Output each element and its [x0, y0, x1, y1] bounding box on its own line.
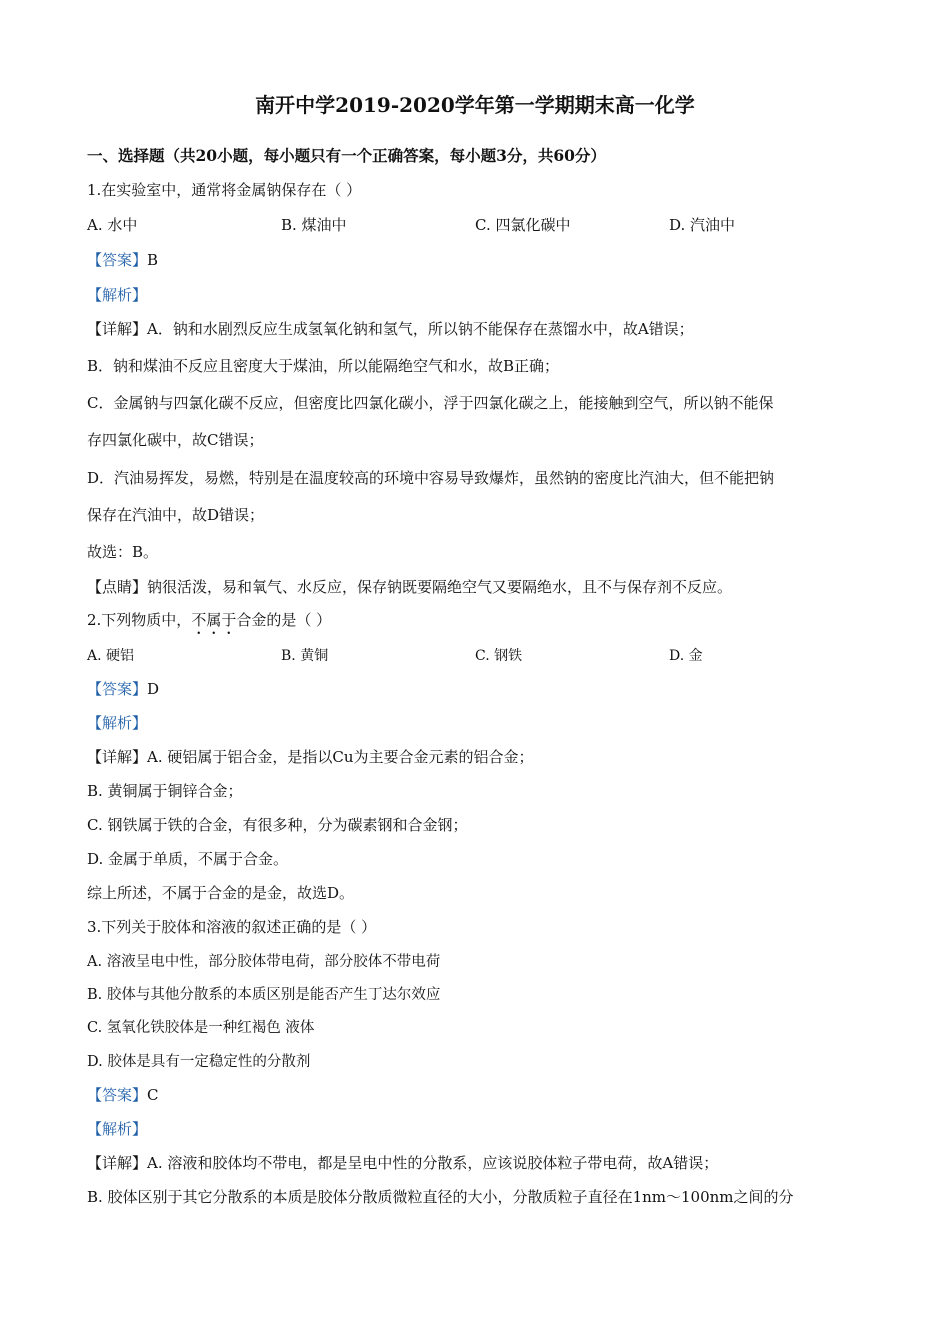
q2-option-b: B. 黄铜: [281, 648, 329, 664]
page-title: 南开中学2019-2020学年第一学期期末高一化学: [255, 93, 695, 117]
q1-conclusion: 故选：B。: [87, 543, 159, 561]
q1-answer: [87, 250, 158, 270]
q1-detail-tag: 【详解】: [87, 320, 148, 338]
q3-analysis-label: 【解析】: [87, 1120, 148, 1138]
answer-label: 【答案】: [87, 680, 148, 698]
q3-option-c: C. 氢氧化铁胶体是一种红褐色 液体: [87, 1020, 315, 1036]
q1-option-d: D. 汽油中: [669, 216, 736, 234]
section-heading: 一、选择题（共20小题，每小题只有一个正确答案，每小题3分，共60分）: [87, 146, 606, 165]
q2-detail-line: [87, 747, 534, 767]
q2-detail-a: A. 硬铝属于铝合金，是指以Cu为主要合金元素的铝合金；: [147, 748, 534, 766]
q2-stem-post: 合金的是（ ）: [236, 611, 332, 629]
question-1-stem: 1.在实验室中，通常将金属钠保存在（ ）: [87, 181, 362, 199]
q2-stem-pre: 2.下列物质中，: [87, 611, 192, 629]
q1-detail-a: A．钠和水剧烈反应生成氢氧化钠和氢气，所以钠不能保存在蒸馏水中，故A错误；: [147, 320, 694, 338]
q2-analysis-label: 【解析】: [87, 714, 148, 732]
q1-tip-tag: 【点睛】: [87, 578, 148, 596]
q2-option-c: C. 钢铁: [475, 648, 523, 664]
q3-detail-b: B. 胶体区别于其它分散系的本质是胶体分散质微粒直径的大小，分散质粒子直径在1nm～100nm之间的分: [87, 1188, 794, 1206]
q1-tip-text: 钠很活泼，易和氧气、水反应，保存钠既要隔绝空气又要隔绝水，且不与保存剂不反应。: [147, 578, 733, 596]
q1-detail-c1: C．金属钠与四氯化碳不反应，但密度比四氯化碳小，浮于四氯化碳之上，能接触到空气，所以钠不能保: [87, 394, 774, 412]
q2-answer-value: D: [147, 680, 160, 698]
answer-label: 【答案】: [87, 251, 148, 269]
q3-detail-line: [87, 1153, 718, 1173]
q3-answer: [87, 1085, 159, 1105]
q2-answer: [87, 679, 159, 699]
q2-detail-c: C. 钢铁属于铁的合金，有很多种，分为碳素钢和合金钢；: [87, 816, 468, 834]
q1-detail-d2: 保存在汽油中，故D错误；: [87, 506, 265, 524]
q2-detail-b: B. 黄铜属于铜锌合金；: [87, 782, 243, 800]
q1-detail-b: B．钠和煤油不反应且密度大于煤油，所以能隔绝空气和水，故B正确；: [87, 357, 560, 375]
answer-label: 【答案】: [87, 1086, 148, 1104]
q2-detail-tag: 【详解】: [87, 748, 148, 766]
q1-answer-value: B: [147, 251, 159, 269]
q1-detail-d1: D．汽油易挥发，易燃，特别是在温度较高的环境中容易导致爆炸，虽然钠的密度比汽油大，但不能把钠: [87, 469, 775, 487]
question-3-stem: 3.下列关于胶体和溶液的叙述正确的是（ ）: [87, 918, 377, 936]
q3-option-d: D. 胶体是具有一定稳定性的分散剂: [87, 1054, 311, 1070]
q1-analysis-label: 【解析】: [87, 286, 148, 304]
q1-detail-line: [87, 319, 694, 339]
q2-option-a: A. 硬铝: [87, 648, 135, 664]
q1-detail-c2: 存四氯化碳中，故C错误；: [87, 431, 264, 449]
q3-option-b: B. 胶体与其他分散系的本质区别是能否产生丁达尔效应: [87, 987, 441, 1003]
q3-option-a: A. 溶液呈电中性，部分胶体带电荷，部分胶体不带电荷: [87, 954, 441, 970]
q1-option-b: B. 煤油中: [281, 216, 347, 234]
question-2-stem: [87, 610, 331, 638]
q3-detail-tag: 【详解】: [87, 1154, 148, 1172]
q1-option-c: C. 四氯化碳中: [475, 216, 571, 234]
q1-tip: [87, 577, 732, 597]
q1-option-a: A. 水中: [87, 216, 138, 234]
q2-stem-emphasis: 不属于: [191, 611, 237, 629]
q2-conclusion: 综上所述，不属于合金的是金，故选D。: [87, 884, 355, 902]
q3-answer-value: C: [147, 1086, 159, 1104]
q3-detail-a: A. 溶液和胶体均不带电，都是呈电中性的分散系，应该说胶体粒子带电荷，故A错误；: [147, 1154, 719, 1172]
q2-detail-d: D. 金属于单质，不属于合金。: [87, 850, 289, 868]
q2-option-d: D. 金: [669, 648, 703, 664]
